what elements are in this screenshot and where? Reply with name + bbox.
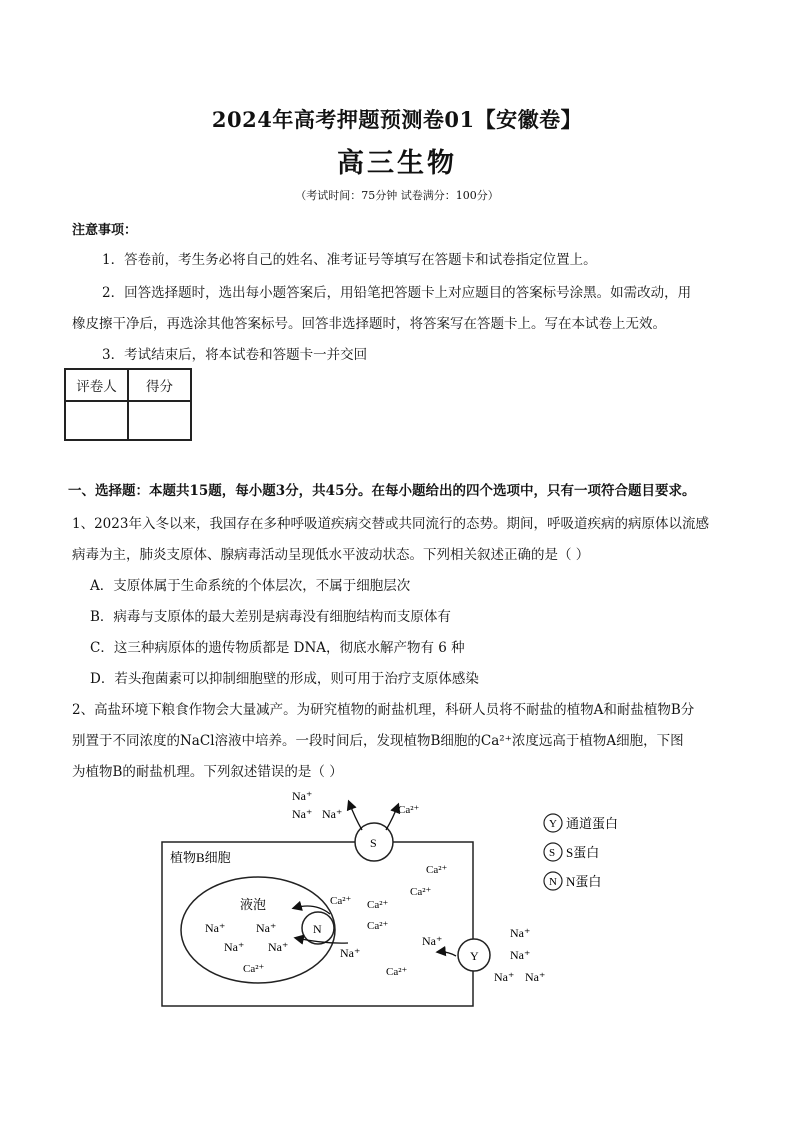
score-table xyxy=(64,368,192,441)
score-header: 得分 xyxy=(128,369,191,401)
vacuole-label: 液泡 xyxy=(240,897,267,912)
n-na: Na⁺ xyxy=(340,946,361,960)
note-item-2: 2．回答选择题时，选出每小题答案后，用铅笔把答题卡上对应题目的答案标号涂黑。如需改动，用 xyxy=(102,285,692,301)
s-protein-label: S xyxy=(370,836,377,850)
q1-option-a: A．支原体属于生命系统的个体层次，不属于细胞层次 xyxy=(90,578,411,594)
cyto-ca-5: Ca²⁺ xyxy=(386,966,408,978)
q1-stem-line1: 1、2023年入冬以来，我国存在多种呼吸道疾病交替或共同流行的态势。期间，呼吸道疾病的病原体以流感 xyxy=(72,516,709,532)
subject-title: 高三生物 xyxy=(337,148,457,179)
out-ca: Ca²⁺ xyxy=(398,804,420,816)
legend-s-symbol: S xyxy=(549,847,556,859)
vacuole-na-1: Na⁺ xyxy=(205,921,226,935)
q2-stem-line1: 2、高盐环境下粮食作物会大量减产。为研究植物的耐盐机理，科研人员将不耐盐的植物A和耐盐植物B分 xyxy=(72,702,695,718)
y-protein-label: Y xyxy=(470,949,479,963)
q1-option-b: B．病毒与支原体的最大差别是病毒没有细胞结构而支原体有 xyxy=(90,609,451,625)
q1-option-c: C．这三种病原体的遗传物质都是 DNA，彻底水解产物有 6 种 xyxy=(90,640,465,656)
y-out-na-4: Na⁺ xyxy=(525,970,546,984)
salt-tolerance-figure xyxy=(0,780,794,1020)
q1-option-d: D．若头孢菌素可以抑制细胞壁的形成，则可用于治疗支原体感染 xyxy=(90,671,479,687)
legend-n-label: N蛋白 xyxy=(566,874,602,889)
legend-y-label: 通道蛋白 xyxy=(566,816,619,831)
grader-cell[interactable] xyxy=(65,401,128,440)
vacuole-na-3: Na⁺ xyxy=(224,940,245,954)
cell-label: 植物B细胞 xyxy=(170,850,231,865)
n-protein-label: N xyxy=(313,922,322,936)
cyto-ca-3: Ca²⁺ xyxy=(367,899,389,911)
q2-stem-line3: 为植物B的耐盐机理。下列叙述错误的是（ ） xyxy=(72,764,343,780)
grader-header: 评卷人 xyxy=(65,369,128,401)
score-cell[interactable] xyxy=(128,401,191,440)
vacuole-na-2: Na⁺ xyxy=(256,921,277,935)
y-out-na-1: Na⁺ xyxy=(510,926,531,940)
vacuole-ca: Ca²⁺ xyxy=(243,963,265,975)
y-out-na-2: Na⁺ xyxy=(510,948,531,962)
note-item-2-cont: 橡皮擦干净后，再选涂其他答案标号。回答非选择题时，将答案写在答题卡上。写在本试卷上无效。 xyxy=(72,316,666,332)
legend-n-symbol: N xyxy=(549,876,557,888)
cyto-ca-1: Ca²⁺ xyxy=(426,864,448,876)
n-ca: Ca²⁺ xyxy=(330,895,352,907)
y-out-na-3: Na⁺ xyxy=(494,970,515,984)
exam-info: （考试时间：75分钟 试卷满分：100分） xyxy=(295,189,499,202)
q2-stem-line2: 别置于不同浓度的NaCl溶液中培养。一段时间后，发现植物B细胞的Ca²⁺浓度远高于植物A细胞，下图 xyxy=(72,733,684,749)
y-in-na: Na⁺ xyxy=(422,934,443,948)
y-na-in-arrow xyxy=(438,952,456,956)
out-na-2: Na⁺ xyxy=(292,807,313,821)
out-na-3: Na⁺ xyxy=(322,807,343,821)
cyto-ca-4: Ca²⁺ xyxy=(367,920,389,932)
s-na-out-arrow xyxy=(349,802,362,830)
vacuole-na-4: Na⁺ xyxy=(268,940,289,954)
exam-title: 2024年高考押题预测卷01【安徽卷】 xyxy=(211,107,583,132)
q1-stem-line2: 病毒为主，肺炎支原体、腺病毒活动呈现低水平波动状态。下列相关叙述正确的是（ ） xyxy=(72,547,590,563)
notes-heading: 注意事项： xyxy=(72,223,138,238)
out-na-1: Na⁺ xyxy=(292,789,313,803)
section-heading: 一、选择题：本题共15题，每小题3分，共45分。在每小题给出的四个选项中，只有一项符合题目要求。 xyxy=(68,483,696,499)
cyto-ca-2: Ca²⁺ xyxy=(410,886,432,898)
s-ca-out-arrow xyxy=(386,805,398,830)
note-item-3: 3．考试结束后，将本试卷和答题卡一并交回 xyxy=(102,347,368,363)
legend-s-label: S蛋白 xyxy=(566,845,600,860)
legend-y-symbol: Y xyxy=(549,818,557,830)
note-item-1: 1．答卷前，考生务必将自己的姓名、准考证号等填写在答题卡和试卷指定位置上。 xyxy=(102,252,597,268)
